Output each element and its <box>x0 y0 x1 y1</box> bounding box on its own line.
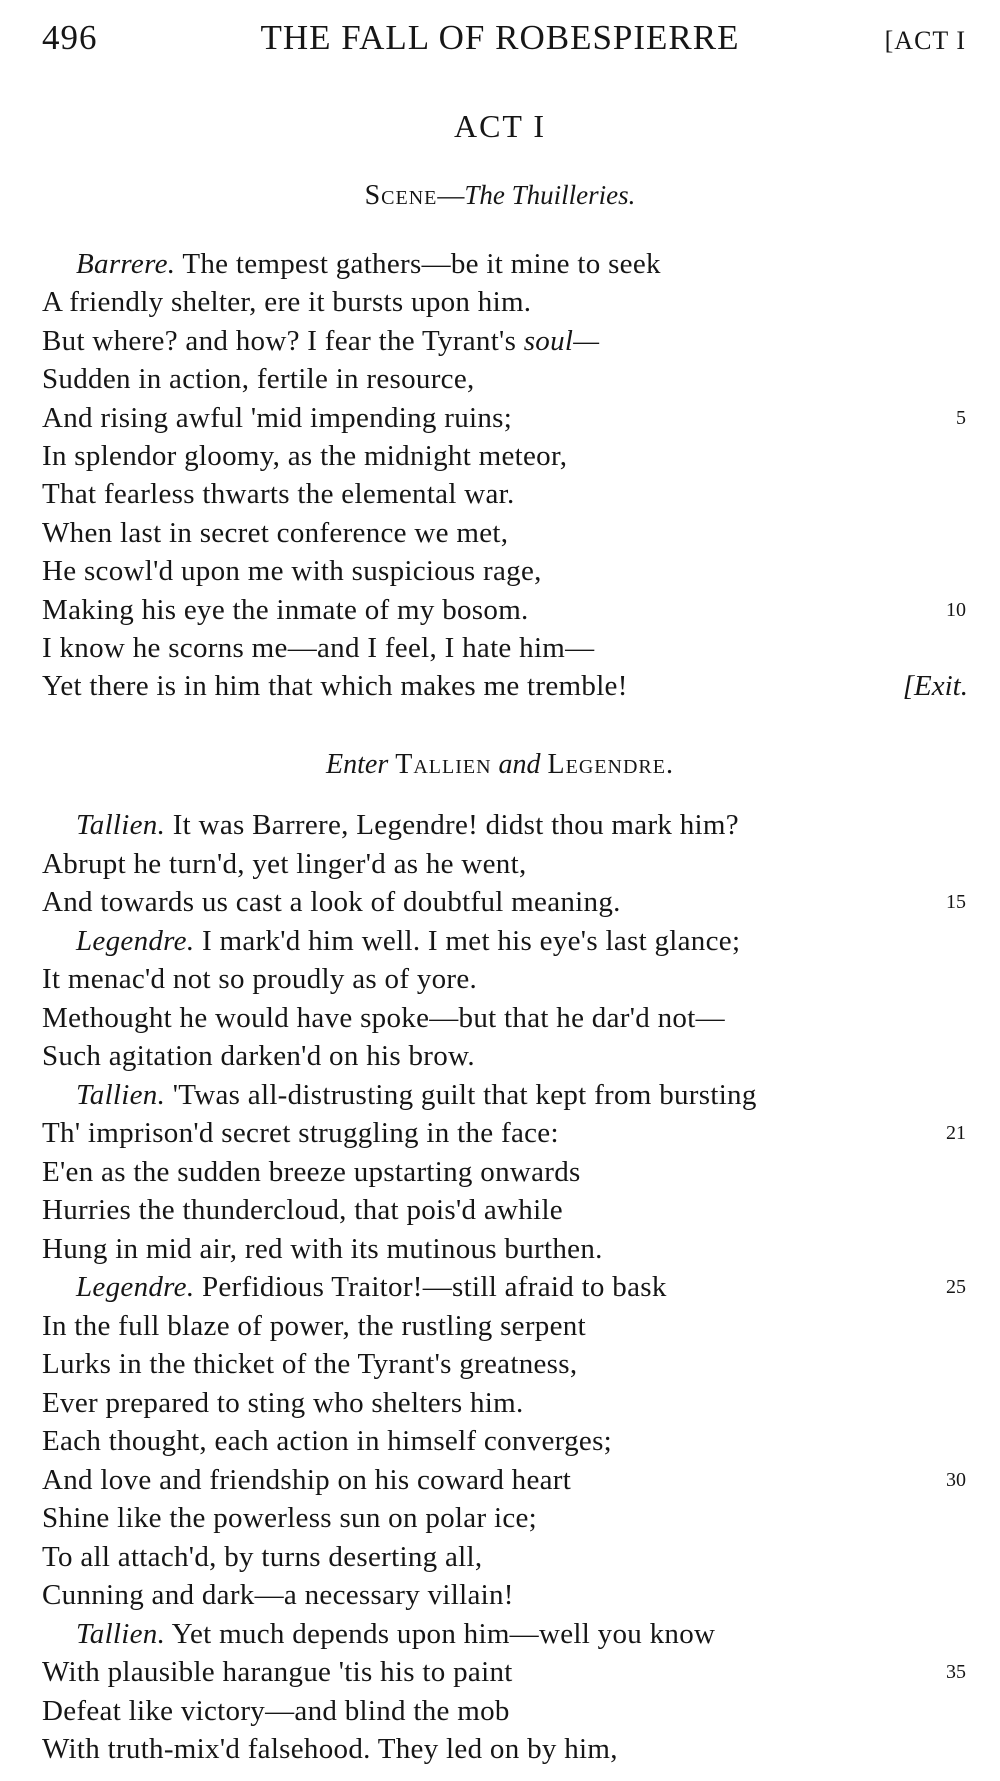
speaker-name: Tallien. <box>76 809 166 841</box>
scene-label: Scene <box>364 180 438 211</box>
entrance-enter: Enter <box>326 749 389 780</box>
line-number: 15 <box>946 891 966 913</box>
verse-line <box>42 282 972 322</box>
verse-line <box>42 844 972 884</box>
verse-line <box>42 1113 972 1153</box>
verse-text: With truth-mix'd falsehood. They led on by him, <box>42 1733 618 1765</box>
verse-line <box>42 1498 972 1538</box>
verse-line <box>42 959 972 999</box>
verse-line <box>42 1537 972 1577</box>
verse-line <box>42 1460 972 1500</box>
running-title: THE FALL OF ROBESPIERRE <box>260 18 740 57</box>
verse-text: Ever prepared to sting who shelters him. <box>42 1386 524 1419</box>
verse-text: Hurries the thundercloud, that pois'd awhile <box>42 1194 563 1226</box>
verse-text: Methought he would have spoke—but that he dar'd not— <box>42 1001 725 1034</box>
verse-text: And rising awful 'mid impending ruins; <box>42 401 513 434</box>
verse-text: It menac'd not so proudly as of yore. <box>42 963 478 995</box>
verse-line <box>42 551 972 591</box>
verse-text: Th' imprison'd secret struggling in the face: <box>42 1117 559 1149</box>
verse-text: With plausible harangue 'tis his to paint <box>42 1656 513 1688</box>
verse-text: Making his eye the inmate of my bosom. <box>42 593 529 626</box>
verse-text: A friendly shelter, ere it bursts upon him. <box>42 286 532 319</box>
verse-line <box>42 1691 972 1731</box>
verse-line <box>42 474 972 514</box>
verse-text: Yet much depends upon him—well you know <box>165 1617 716 1650</box>
speaker-name: Legendre. <box>76 1271 195 1303</box>
verse-italic-word: soul— <box>523 324 600 357</box>
running-act-label: [ACT I <box>884 26 966 55</box>
verse-line <box>42 359 972 399</box>
verse-line <box>42 882 972 922</box>
verse-text: And love and friendship on his coward heart <box>42 1463 572 1496</box>
verse-text: In splendor gloomy, as the midnight meteor, <box>42 440 568 472</box>
entrance-and: and <box>498 749 541 780</box>
verse-line <box>76 921 1000 961</box>
verse-line <box>42 1421 972 1461</box>
verse-line <box>42 1652 972 1692</box>
verse-text: He scowl'd upon me with suspicious rage, <box>42 555 542 588</box>
verse-text: It was Barrere, Legendre! didst thou mark him? <box>165 809 739 841</box>
verse-text: Hung in mid air, red with its mutinous burthen. <box>42 1232 603 1265</box>
verse-line <box>42 436 972 476</box>
verse-line <box>76 1075 1000 1115</box>
verse-line <box>42 1036 972 1076</box>
verse-text: The tempest gathers—be it mine to seek <box>175 248 661 280</box>
line-number: 10 <box>946 598 966 621</box>
verse-text: Each thought, each action in himself converges; <box>42 1425 613 1457</box>
verse-line <box>42 321 972 361</box>
line-number: 25 <box>946 1276 966 1298</box>
speaker-name: Tallien. <box>76 1617 166 1650</box>
verse-line <box>42 1152 972 1192</box>
verse-text: In the full blaze of power, the rustling serpent <box>42 1309 586 1342</box>
line-number: 30 <box>946 1468 966 1491</box>
verse-text: To all attach'd, by turns deserting all, <box>42 1540 483 1573</box>
verse-text: Lurks in the thicket of the Tyrant's greatness, <box>42 1348 578 1380</box>
verse-text: Sudden in action, fertile in resource, <box>42 363 475 396</box>
verse-text: When last in secret conference we met, <box>42 516 509 549</box>
verse-line <box>42 1344 972 1384</box>
verse-line <box>76 805 1000 845</box>
exit-stage-direction: [Exit. <box>902 670 968 703</box>
verse-text: That fearless thwarts the elemental war. <box>42 478 515 511</box>
verse-text: I mark'd him well. I met his eye's last glance; <box>194 924 741 957</box>
page-number: 496 <box>42 18 98 57</box>
verse-line <box>42 666 972 706</box>
verse-line <box>42 1306 972 1346</box>
verse-line <box>42 628 972 668</box>
verse-line <box>42 590 972 630</box>
speaker-name: Legendre. <box>76 924 195 957</box>
verse-text: Perfidious Traitor!—still afraid to bask <box>194 1271 667 1303</box>
verse-line <box>42 1729 972 1769</box>
speaker-name: Tallien. <box>76 1078 166 1111</box>
verse-text: And towards us cast a look of doubtful meaning. <box>42 886 621 918</box>
verse-line <box>76 1614 1000 1654</box>
line-number: 35 <box>946 1661 966 1683</box>
entrance-name-1: Tallien <box>395 749 492 780</box>
act-heading: ACT I <box>453 108 547 144</box>
verse-line <box>42 513 972 553</box>
verse-line <box>42 1190 972 1230</box>
verse-text: Defeat like victory—and blind the mob <box>42 1694 510 1727</box>
verse-text: E'en as the sudden breeze upstarting onwards <box>42 1155 581 1188</box>
verse-text: Cunning and dark—a necessary villain! <box>42 1579 514 1611</box>
verse-line <box>76 1267 1000 1307</box>
running-head <box>0 14 1000 64</box>
verse-text: I know he scorns me—and I feel, I hate him— <box>42 632 595 664</box>
verse-text: Yet there is in him that which makes me tremble! <box>42 670 628 703</box>
verse-line <box>42 1383 972 1423</box>
verse-text: Such agitation darken'd on his brow. <box>42 1040 475 1072</box>
verse-text: Shine like the powerless sun on polar ice; <box>42 1502 538 1534</box>
scene-dash: — <box>437 180 465 210</box>
line-number: 21 <box>946 1122 966 1144</box>
verse-text: 'Twas all-distrusting guilt that kept from bursting <box>165 1078 757 1111</box>
scene-place: The Thuilleries. <box>464 180 636 210</box>
verse-text: But where? and how? I fear the Tyrant's <box>42 324 524 357</box>
speaker-name: Barrere. <box>76 248 176 280</box>
verse-text: Abrupt he turn'd, yet linger'd as he went, <box>42 847 527 880</box>
entrance-name-2: Legendre. <box>547 749 674 780</box>
verse-line <box>42 398 972 438</box>
verse-line <box>42 998 972 1038</box>
verse-line <box>42 1575 972 1615</box>
verse-line <box>42 1229 972 1269</box>
verse-line <box>76 244 1000 284</box>
line-number: 5 <box>956 406 966 429</box>
entrance-direction <box>0 749 1000 781</box>
scene-heading <box>0 180 1000 212</box>
